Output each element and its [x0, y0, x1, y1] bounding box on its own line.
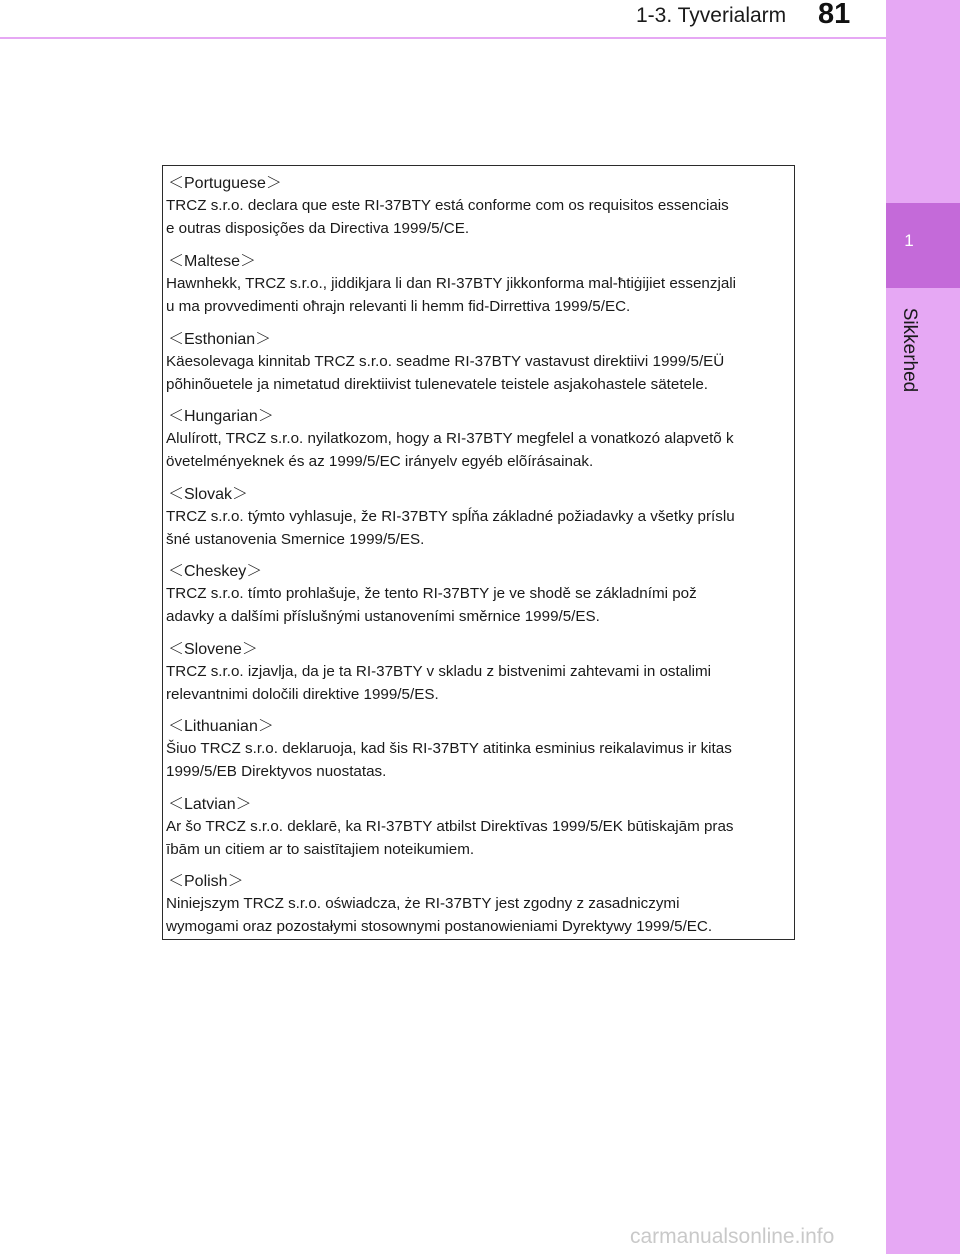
declaration-hungarian [166, 407, 794, 473]
declaration-heading: ＜Slovene＞ [168, 641, 258, 658]
declaration-line: 1999/5/EB Direktyvos nuostatas. [166, 763, 387, 780]
declaration-heading: ＜Lithuanian＞ [168, 718, 274, 735]
declaration-heading: ＜Hungarian＞ [168, 408, 274, 425]
declaration-line: TRCZ s.r.o. týmto vyhlasuje, že RI-37BTY spĺňa základné požiadavky a všetky príslu [166, 508, 735, 525]
declaration-line: wymogami oraz pozostałymi stosownymi postanowieniami Dyrektywy 1999/5/EC. [166, 918, 713, 935]
declaration-line: TRCZ s.r.o. izjavlja, da je ta RI-37BTY v skladu z bistvenimi zahtevami in ostalimi [166, 663, 711, 680]
declaration-maltese [166, 252, 794, 318]
declaration-line: adavky a dalšími příslušnými ustanoveními směrnice 1999/5/ES. [166, 608, 600, 625]
declaration-line: Ar šo TRCZ s.r.o. deklarē, ka RI-37BTY atbilst Direktīvas 1999/5/EK būtiskajām pras [166, 818, 734, 835]
declaration-slovak [166, 485, 794, 551]
side-tab [886, 0, 960, 1254]
declaration-line: Šiuo TRCZ s.r.o. deklaruoja, kad šis RI-37BTY atitinka esminius reikalavimus ir kitas [166, 740, 732, 757]
declaration-line: TRCZ s.r.o. tímto prohlašuje, že tento RI-37BTY je ve shodě se základními pož [166, 585, 697, 602]
declaration-line: u ma provvedimenti oħrajn relevanti li hemm fid-Dirrettiva 1999/5/EC. [166, 298, 631, 315]
declaration-line: TRCZ s.r.o. declara que este RI-37BTY está conforme com os requisitos essenciais [166, 197, 729, 214]
declaration-line: e outras disposições da Directiva 1999/5/CE. [166, 220, 470, 237]
chapter-number: 1 [904, 231, 914, 250]
header-divider [0, 37, 886, 39]
declaration-lithuanian [166, 717, 794, 783]
declaration-heading: ＜Portuguese＞ [168, 175, 282, 192]
section-title: 1-3. Tyverialarm [636, 4, 787, 27]
declaration-heading: ＜Polish＞ [168, 873, 244, 890]
declaration-line: Käesolevaga kinnitab TRCZ s.r.o. seadme RI-37BTY vastavust direktiivi 1999/5/EÜ [166, 353, 725, 370]
declaration-cheskey [166, 562, 794, 628]
declaration-line: Hawnhekk, TRCZ s.r.o., jiddikjara li dan RI-37BTY jikkonforma mal-ħtiġijiet essenzjali [166, 275, 737, 292]
declaration-box [162, 165, 795, 940]
declaration-heading: ＜Maltese＞ [168, 253, 257, 270]
declaration-line: relevantnimi določili direktive 1999/5/ES. [166, 686, 439, 703]
declaration-line: šné ustanovenia Smernice 1999/5/ES. [166, 531, 425, 548]
declaration-latvian [166, 795, 794, 861]
declaration-line: övetelményeknek és az 1999/5/EC irányelv egyéb elõírásainak. [166, 453, 594, 470]
declaration-line: põhinõuetele ja nimetatud direktiivist tulenevatele teistele asjakohastele sätetele. [166, 376, 709, 393]
watermark: carmanualsonline.info [630, 1225, 835, 1248]
declaration-heading: ＜Latvian＞ [168, 796, 252, 813]
chapter-label [898, 300, 920, 400]
declaration-heading: ＜Slovak＞ [168, 486, 249, 503]
declaration-heading: ＜Cheskey＞ [168, 563, 263, 580]
declaration-heading: ＜Esthonian＞ [168, 331, 272, 348]
declaration-slovene [166, 640, 794, 706]
declaration-line: Alulírott, TRCZ s.r.o. nyilatkozom, hogy a RI-37BTY megfelel a vonatkozó alapvetõ k [166, 430, 734, 447]
declaration-line: ībām un citiem ar to saistītajiem noteikumiem. [166, 841, 475, 858]
declaration-portuguese [166, 174, 794, 240]
page-number: 81 [818, 0, 851, 30]
declaration-polish [166, 872, 794, 938]
declaration-esthonian [166, 330, 794, 396]
chapter-label-text: Sikkerhed [899, 307, 920, 393]
declaration-line: Niniejszym TRCZ s.r.o. oświadcza, że RI-37BTY jest zgodny z zasadniczymi [166, 895, 680, 912]
chapter-tab[interactable] [886, 203, 960, 288]
